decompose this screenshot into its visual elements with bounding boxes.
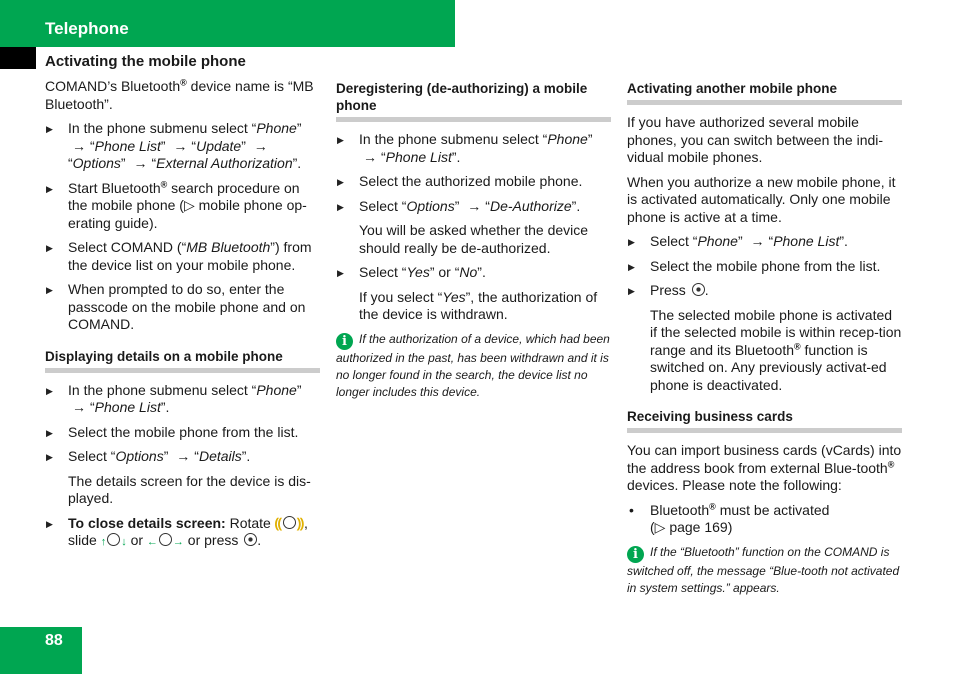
step-phone-list: ▶ In the phone submenu select “Phone” → “Phone List”.	[45, 382, 320, 417]
activation-result: The selected mobile phone is activated if the selected mobile is within recep-tion range and its Bluetooth® function is switched on. Any previously activat-ed phone is deactivated.	[650, 306, 902, 393]
step-select-comand: ▶ Select COMAND (“MB Bluetooth”) from the device list on your mobile phone.	[45, 239, 320, 274]
column-2	[336, 78, 611, 408]
arrow-icon: →	[72, 137, 86, 154]
list-item: • Bluetooth® must be activated (▷ page 169)	[627, 502, 902, 537]
paragraph: You can import business cards (vCards) into the address book from external Blue-tooth® devices. Please note the following:	[627, 442, 902, 493]
arrow-icon: →	[176, 448, 191, 464]
chapter-title: Telephone	[45, 19, 129, 38]
info-note: i If the authorization of a device, which had been authorized in the past, has been withdrawn and it is no longer found in the search, the device list no longer includes this device.	[336, 331, 610, 399]
step-press: ▶ Press .	[627, 282, 902, 300]
step-authorize: ▶ In the phone submenu select “Phone” → “Phone List” → “Update” → “Options” → “External Authorization”.	[45, 120, 320, 173]
column-3	[627, 78, 902, 604]
arrow-icon: →	[363, 148, 377, 165]
page-reference[interactable]: (▷ page 169)	[650, 519, 733, 535]
step-passcode: ▶ When prompted to do so, enter the passcode on the mobile phone and on COMAND.	[45, 281, 320, 334]
arrow-icon: →	[133, 155, 148, 171]
subheading-business-cards: Receiving business cards	[627, 408, 902, 433]
step-close-details: ▶ To close details screen: Rotate ⸨ ⸩, slide ↑ ↓ or ← → or press .	[45, 515, 320, 552]
step-select-details: ▶ Select “Options” → “Details”.	[45, 448, 320, 466]
press-icon	[692, 283, 705, 296]
deauth-result: If you select “Yes”, the authorization of the device is withdrawn.	[359, 288, 598, 322]
intro-paragraph: COMAND’s Bluetooth® device name is “MB Bluetooth”.	[45, 77, 314, 112]
slide-left-right-icon: ← →	[147, 536, 184, 548]
step-select-phone: ▶ Select the mobile phone from the list.	[45, 424, 320, 442]
info-icon: i	[336, 333, 353, 350]
section-marker	[0, 47, 36, 69]
step-phone-list: ▶ In the phone submenu select “Phone” → “Phone List”.	[336, 131, 611, 166]
section-title: Activating the mobile phone	[45, 53, 246, 70]
info-icon: i	[627, 546, 644, 563]
paragraph: When you authorize a new mobile phone, it is activated automatically. Only one mobile phone is active at a time.	[627, 173, 896, 225]
arrow-icon: →	[173, 137, 188, 154]
info-note: i If the “Bluetooth” function on the COMAND is switched off, the message “Blue-tooth not activated in system settings.” appears.	[627, 544, 900, 595]
page-number-tab	[0, 627, 82, 674]
step-start-search: ▶ Start Bluetooth® search procedure on the mobile phone (▷ mobile phone op-erating guide).	[45, 180, 320, 233]
subheading-activate: Activating another mobile phone	[627, 80, 902, 105]
step-phone-list: ▶ Select “Phone” → “Phone List”.	[627, 233, 902, 251]
deauth-prompt: You will be asked whether the device should really be de-authorized.	[359, 222, 589, 256]
controller-knob-icon	[283, 516, 296, 529]
step-select-phone: ▶ Select the mobile phone from the list.	[627, 258, 902, 276]
arrow-icon: →	[72, 399, 86, 415]
rotate-icon: ⸨ ⸩	[274, 514, 304, 531]
subheading-details: Displaying details on a mobile phone	[45, 348, 320, 373]
slide-up-down-icon: ↑ ↓	[101, 536, 127, 548]
page-number: 88	[45, 632, 63, 649]
arrow-icon: →	[750, 233, 765, 249]
paragraph: If you have authorized several mobile phones, you can switch between the indi-vidual mobile phones.	[627, 114, 884, 165]
press-icon	[244, 533, 257, 546]
step-yes-no: ▶ Select “Yes” or “No”.	[336, 264, 611, 282]
step-deauthorize: ▶ Select “Options” → “De-Authorize”.	[336, 198, 611, 216]
arrow-icon: →	[253, 137, 268, 154]
arrow-icon: →	[467, 197, 482, 214]
column-1	[45, 78, 320, 559]
details-result: The details screen for the device is dis-played.	[68, 472, 311, 506]
step-select-authorized: ▶ Select the authorized mobile phone.	[336, 173, 611, 191]
subheading-deregister: Deregistering (de-authorizing) a mobile phone	[336, 80, 611, 122]
